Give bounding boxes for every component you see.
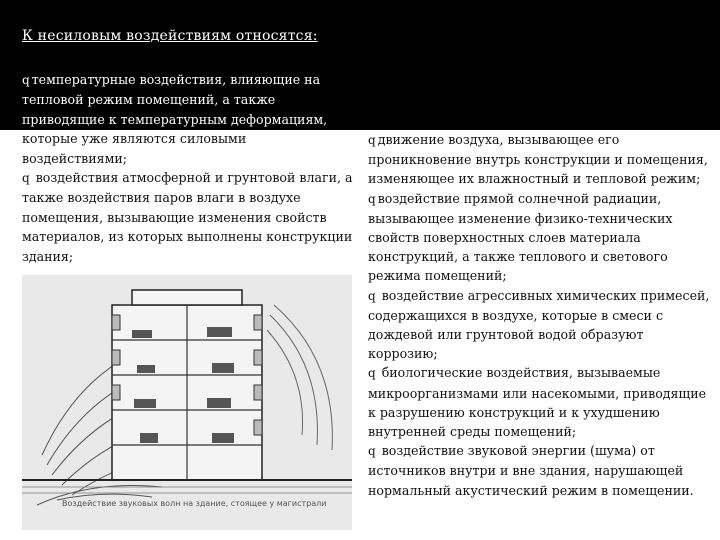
paragraph-text: воздействия атмосферной и грунтовой влаги, а также воздействия паров влаги в воздухе помещения, вызывающие изменения свойств материалов, из которых выполнены конструкции здания;: [22, 170, 353, 264]
right-paragraph-5: [368, 441, 713, 500]
line: приводящие к температурным деформациям,: [22, 111, 328, 127]
line: которые уже являются силовыми: [22, 131, 247, 147]
left-paragraph-2: [22, 168, 364, 266]
right-paragraph-1: [368, 130, 713, 189]
line: воздействиями;: [22, 150, 128, 166]
paragraph-text: воздействие звуковой энергии (шума) от источников внутри и вне здания, нарушающей нормальный акустический режим в помещении.: [368, 443, 694, 498]
building-sound-illustration: [22, 275, 352, 530]
left-column: [22, 70, 364, 266]
figure-caption: Воздействие звуковых волн на здание, стоящее у магистрали: [62, 499, 327, 508]
bullet-icon: q: [22, 73, 30, 87]
line: температурные воздействия, влияющие на: [31, 72, 321, 87]
bullet-icon: q: [368, 191, 376, 206]
bullet-icon: q: [368, 133, 376, 147]
slide-title: К несиловым воздействиям относятся:: [22, 28, 318, 44]
right-paragraph-4: [368, 363, 713, 441]
right-paragraph-3: [368, 286, 713, 364]
bullet-icon: q: [22, 171, 30, 186]
right-paragraph-2: [368, 189, 713, 286]
line: тепловой режим помещений, а также: [22, 92, 276, 108]
left-paragraph-1: [22, 70, 364, 168]
paragraph-text: воздействие агрессивных химических примесей, содержащихся в воздухе, которые в смеси с дождевой или грунтовой водой образуют коррозию;: [368, 287, 710, 362]
paragraph-text: движение воздуха, вызывающее его проникновение внутрь конструкции и помещения, изменяющее их влажностный и тепловой режим;: [368, 132, 708, 187]
paragraph-text: воздействие прямой солнечной радиации, вызывающее изменение физико-технических свойств поверхностных слоев материала конструкций, а также теплового и светового режима помещений;: [368, 190, 673, 284]
bullet-icon: q: [368, 366, 376, 381]
bullet-icon: q: [368, 288, 376, 303]
right-column: [368, 130, 713, 500]
paragraph-text: биологические воздействия, вызываемые микроорганизмами или насекомыми, приводящие к разрушению конструкций и к ухудшению внутренней среды помещений;: [368, 365, 707, 440]
bullet-icon: q: [368, 444, 376, 459]
